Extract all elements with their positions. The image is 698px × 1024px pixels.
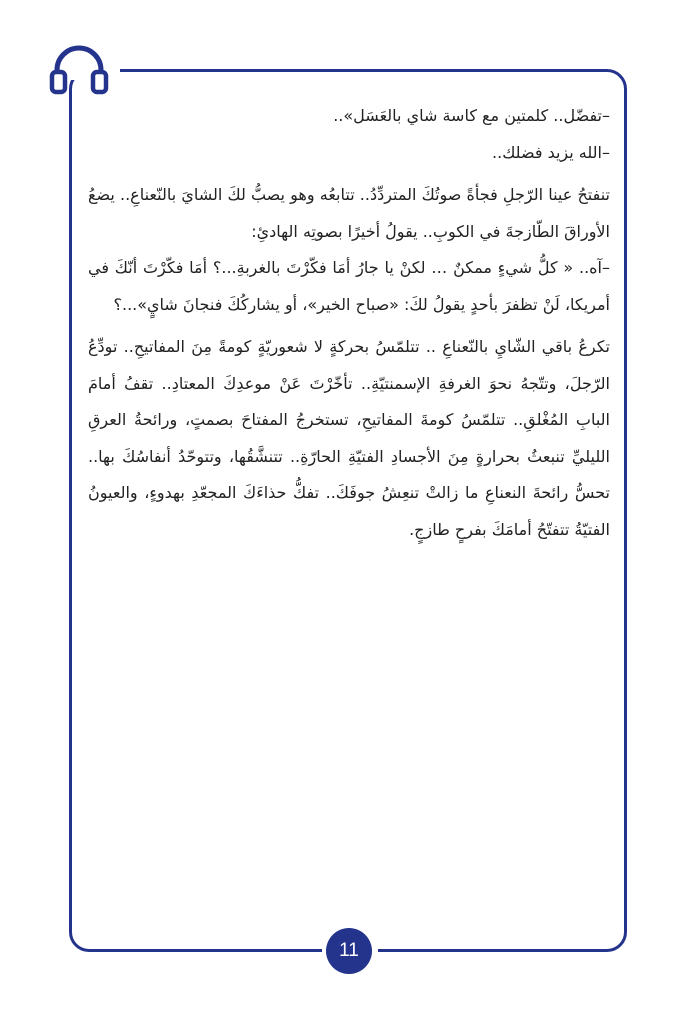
headphones-icon	[48, 40, 110, 98]
paragraph-1: تنفتحُ عينا الرّجلِ فجأةً صوتُكَ المتردِّدُ.. تتابعُه وهو يصبُّ لكَ الشايَ بالنّعناعِ.. يضعُ الأوراقَ الطّازجةَ في الكوبِ.. يقولُ أخيرًا بصوتِه الهادئِ:	[88, 185, 610, 241]
paragraph-3: تكرعُ باقي الشّايِ بالنّعناعِ .. تتلمّسُ بحركةٍ لا شعوريّةٍ كومةً مِنَ المفاتيحِ.. تودِّعُ الرّجلَ، وتتّجهُ نحوَ الغرفةِ الإسمنتيّةِ.. تأخّرْتَ عَنْ موعدِكَ المعتادِ.. تقفُ أمامَ البابِ المُغْلقِ.. تتلمّسُ كومةَ المفاتيحِ، تستخرجُ المفتاحَ بصمتٍ، ورائحةُ العرقِ الليليِّ تنبعثُ بحرارةٍ مِنَ الأجسادِ الفتيّةِ الحارّةِ.. تتنشَّقُها، وتتوحّدُ أنفاسُكَ بها.. تحسُّ رائحةَ النعناعِ ما زالتْ تنعِشُ جوفَكَ.. تفكُّ حذاءَكَ المجعّدِ بهدوءٍ، والعيونُ الفتيّةُ تتفتّحُ أمامَكَ بفرحٍ طازجٍ.	[88, 337, 610, 539]
page-number-badge: 11	[326, 928, 372, 974]
dialogue-line-2: –الله يزيد فضلك..	[492, 142, 610, 162]
paragraph-2: –آه.. « كلُّ شيءٍ ممكنٌ … لكنْ يا جارُ أمَا فكّرْتَ بالغربةِ...؟ أمَا فكّرْتَ أنّكَ في أمريكا، لَنْ تظفرَ بأحدٍ يقولُ لكَ: «صباح الخير»، أو يشاركُكَ فنجانَ شايٍ»...؟	[88, 258, 610, 314]
story-text	[88, 98, 610, 548]
dialogue-line-1: –تفضّل.. كلمتين مع كاسة شاي بالعَسَل»..	[333, 106, 610, 125]
